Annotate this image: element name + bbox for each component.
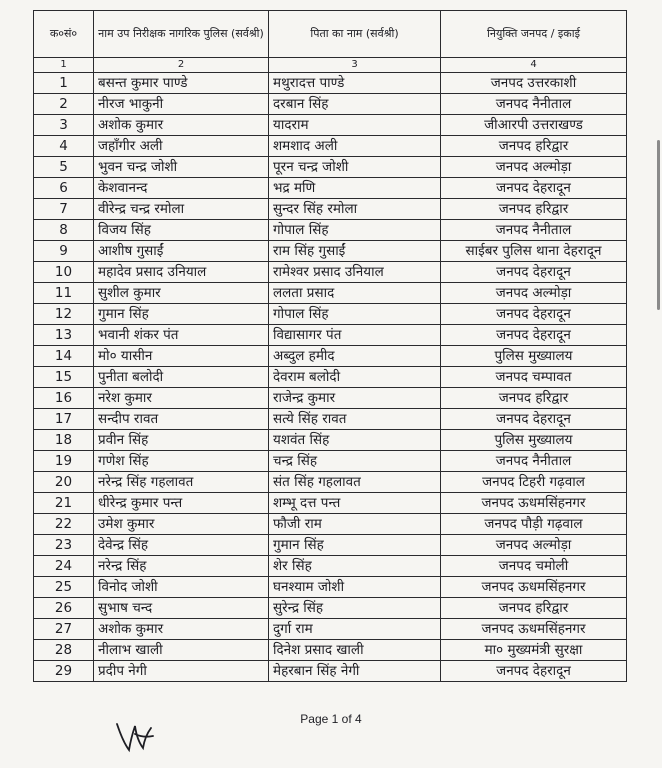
posting-unit: जनपद देहरादून: [441, 661, 627, 682]
father-name: दरबान सिंह: [269, 94, 441, 115]
officer-name: सुशील कुमार: [94, 283, 269, 304]
serial-number: 22: [34, 514, 94, 535]
header-posting: नियुक्ति जनपद / इकाई: [441, 11, 627, 58]
table-row: [34, 136, 627, 157]
posting-unit: जनपद नैनीताल: [441, 94, 627, 115]
serial-number: 28: [34, 640, 94, 661]
officer-name: देवेन्द्र सिंह: [94, 535, 269, 556]
table-row: [34, 241, 627, 262]
table-row: [34, 430, 627, 451]
posting-unit: पुलिस मुख्यालय: [441, 430, 627, 451]
table-row: [34, 640, 627, 661]
officer-name: विजय सिंह: [94, 220, 269, 241]
officer-name: प्रवीन सिंह: [94, 430, 269, 451]
father-name: राजेन्द्र कुमार: [269, 388, 441, 409]
posting-unit: जनपद अल्मोड़ा: [441, 157, 627, 178]
signature-mark: [113, 716, 163, 756]
serial-number: 18: [34, 430, 94, 451]
posting-unit: जनपद ऊधमसिंहनगर: [441, 577, 627, 598]
serial-number: 5: [34, 157, 94, 178]
serial-number: 9: [34, 241, 94, 262]
officer-name: उमेश कुमार: [94, 514, 269, 535]
column-number: 3: [269, 58, 441, 73]
table-row: [34, 598, 627, 619]
table-row: [34, 325, 627, 346]
officer-name: महादेव प्रसाद उनियाल: [94, 262, 269, 283]
officer-name: पुनीता बलोदी: [94, 367, 269, 388]
serial-number: 20: [34, 472, 94, 493]
posting-unit: जनपद उत्तरकाशी: [441, 73, 627, 94]
serial-number: 1: [34, 73, 94, 94]
posting-unit: जनपद ऊधमसिंहनगर: [441, 619, 627, 640]
serial-number: 17: [34, 409, 94, 430]
table-row: [34, 367, 627, 388]
table-row: [34, 178, 627, 199]
posting-unit: जनपद हरिद्वार: [441, 388, 627, 409]
father-name: पूरन चन्द्र जोशी: [269, 157, 441, 178]
table-row: [34, 577, 627, 598]
serial-number: 15: [34, 367, 94, 388]
serial-number: 14: [34, 346, 94, 367]
table-row: [34, 346, 627, 367]
posting-unit: साईबर पुलिस थाना देहरादून: [441, 241, 627, 262]
posting-unit: जीआरपी उत्तराखण्ड: [441, 115, 627, 136]
serial-number: 29: [34, 661, 94, 682]
posting-unit: जनपद देहरादून: [441, 304, 627, 325]
posting-unit: जनपद देहरादून: [441, 178, 627, 199]
officer-name: धीरेन्द्र कुमार पन्त: [94, 493, 269, 514]
father-name: देवराम बलोदी: [269, 367, 441, 388]
table-row: [34, 304, 627, 325]
father-name: गोपाल सिंह: [269, 220, 441, 241]
serial-number: 2: [34, 94, 94, 115]
officer-name: अशोक कुमार: [94, 619, 269, 640]
serial-number: 25: [34, 577, 94, 598]
table-row: [34, 283, 627, 304]
serial-number: 3: [34, 115, 94, 136]
officer-name: बसन्त कुमार पाण्डे: [94, 73, 269, 94]
officer-name: मो० यासीन: [94, 346, 269, 367]
posting-unit: जनपद हरिद्वार: [441, 136, 627, 157]
header-serial: क०सं०: [34, 11, 94, 58]
serial-number: 16: [34, 388, 94, 409]
officer-name: आशीष गुसाईं: [94, 241, 269, 262]
column-number-row: [34, 58, 627, 73]
serial-number: 12: [34, 304, 94, 325]
table-row: [34, 451, 627, 472]
serial-number: 6: [34, 178, 94, 199]
table-row: [34, 535, 627, 556]
table-row: [34, 472, 627, 493]
table-row: [34, 262, 627, 283]
serial-number: 4: [34, 136, 94, 157]
serial-number: 10: [34, 262, 94, 283]
table-body: [34, 73, 627, 682]
officer-name: अशोक कुमार: [94, 115, 269, 136]
posting-unit: जनपद ऊधमसिंहनगर: [441, 493, 627, 514]
father-name: शमशाद अली: [269, 136, 441, 157]
table-row: [34, 199, 627, 220]
table-row: [34, 73, 627, 94]
serial-number: 23: [34, 535, 94, 556]
father-name: घनश्याम जोशी: [269, 577, 441, 598]
header-name: नाम उप निरीक्षक नागरिक पुलिस (सर्वश्री): [94, 11, 269, 58]
table-row: [34, 388, 627, 409]
officer-name: प्रदीप नेगी: [94, 661, 269, 682]
table-row: [34, 493, 627, 514]
father-name: सुरेन्द्र सिंह: [269, 598, 441, 619]
table-row: [34, 556, 627, 577]
father-name: भद्र मणि: [269, 178, 441, 199]
father-name: संत सिंह गहलावत: [269, 472, 441, 493]
table-row: [34, 157, 627, 178]
officer-name: भवानी शंकर पंत: [94, 325, 269, 346]
father-name: यशवंत सिंह: [269, 430, 441, 451]
serial-number: 7: [34, 199, 94, 220]
posting-unit: जनपद चमोली: [441, 556, 627, 577]
father-name: शम्भू दत्त पन्त: [269, 493, 441, 514]
table-row: [34, 409, 627, 430]
father-name: फौजी राम: [269, 514, 441, 535]
father-name: अब्दुल हमीद: [269, 346, 441, 367]
posting-unit: जनपद देहरादून: [441, 409, 627, 430]
posting-unit: जनपद पौड़ी गढ़वाल: [441, 514, 627, 535]
officer-name: सन्दीप रावत: [94, 409, 269, 430]
father-name: गुमान सिंह: [269, 535, 441, 556]
officer-name: गणेश सिंह: [94, 451, 269, 472]
father-name: ललता प्रसाद: [269, 283, 441, 304]
father-name: सत्ये सिंह रावत: [269, 409, 441, 430]
serial-number: 24: [34, 556, 94, 577]
posting-unit: मा० मुख्यमंत्री सुरक्षा: [441, 640, 627, 661]
father-name: मेहरबान सिंह नेगी: [269, 661, 441, 682]
posting-unit: जनपद चम्पावत: [441, 367, 627, 388]
posting-unit: जनपद हरिद्वार: [441, 199, 627, 220]
posting-unit: जनपद देहरादून: [441, 262, 627, 283]
posting-unit: जनपद अल्मोड़ा: [441, 283, 627, 304]
father-name: गोपाल सिंह: [269, 304, 441, 325]
table-row: [34, 220, 627, 241]
serial-number: 19: [34, 451, 94, 472]
serial-number: 13: [34, 325, 94, 346]
serial-number: 11: [34, 283, 94, 304]
officer-name: भुवन चन्द्र जोशी: [94, 157, 269, 178]
father-name: यादराम: [269, 115, 441, 136]
column-number: 1: [34, 58, 94, 73]
posting-unit: पुलिस मुख्यालय: [441, 346, 627, 367]
serial-number: 27: [34, 619, 94, 640]
table-row: [34, 661, 627, 682]
posting-unit: जनपद टिहरी गढ़वाल: [441, 472, 627, 493]
serial-number: 21: [34, 493, 94, 514]
header-row: [34, 11, 627, 58]
page-indicator: Page 1 of 4: [300, 712, 362, 726]
table-row: [34, 94, 627, 115]
header-father: पिता का नाम (सर्वश्री): [269, 11, 441, 58]
officer-name: जहाँगीर अली: [94, 136, 269, 157]
posting-unit: जनपद अल्मोड़ा: [441, 535, 627, 556]
officer-name: गुमान सिंह: [94, 304, 269, 325]
posting-unit: जनपद देहरादून: [441, 325, 627, 346]
officer-name: सुभाष चन्द: [94, 598, 269, 619]
column-number: 4: [441, 58, 627, 73]
officer-name: नरेन्द्र सिंह: [94, 556, 269, 577]
posting-table: [33, 10, 627, 682]
officer-name: नीरज भाकुनी: [94, 94, 269, 115]
father-name: विद्यासागर पंत: [269, 325, 441, 346]
serial-number: 8: [34, 220, 94, 241]
posting-unit: जनपद नैनीताल: [441, 451, 627, 472]
table-row: [34, 115, 627, 136]
father-name: शेर सिंह: [269, 556, 441, 577]
officer-name: विनोद जोशी: [94, 577, 269, 598]
father-name: राम सिंह गुसाईं: [269, 241, 441, 262]
table-row: [34, 619, 627, 640]
father-name: सुन्दर सिंह रमोला: [269, 199, 441, 220]
officer-name: नरेन्द्र सिंह गहलावत: [94, 472, 269, 493]
father-name: दिनेश प्रसाद खाली: [269, 640, 441, 661]
father-name: चन्द्र सिंह: [269, 451, 441, 472]
father-name: दुर्गा राम: [269, 619, 441, 640]
posting-unit: जनपद हरिद्वार: [441, 598, 627, 619]
serial-number: 26: [34, 598, 94, 619]
father-name: रामेश्वर प्रसाद उनियाल: [269, 262, 441, 283]
officer-name: केशवानन्द: [94, 178, 269, 199]
column-number: 2: [94, 58, 269, 73]
table-row: [34, 514, 627, 535]
posting-unit: जनपद नैनीताल: [441, 220, 627, 241]
scrollbar[interactable]: [657, 140, 660, 310]
father-name: मथुरादत्त पाण्डे: [269, 73, 441, 94]
officer-name: नीलाभ खाली: [94, 640, 269, 661]
officer-name: नरेश कुमार: [94, 388, 269, 409]
officer-name: वीरेन्द्र चन्द्र रमोला: [94, 199, 269, 220]
